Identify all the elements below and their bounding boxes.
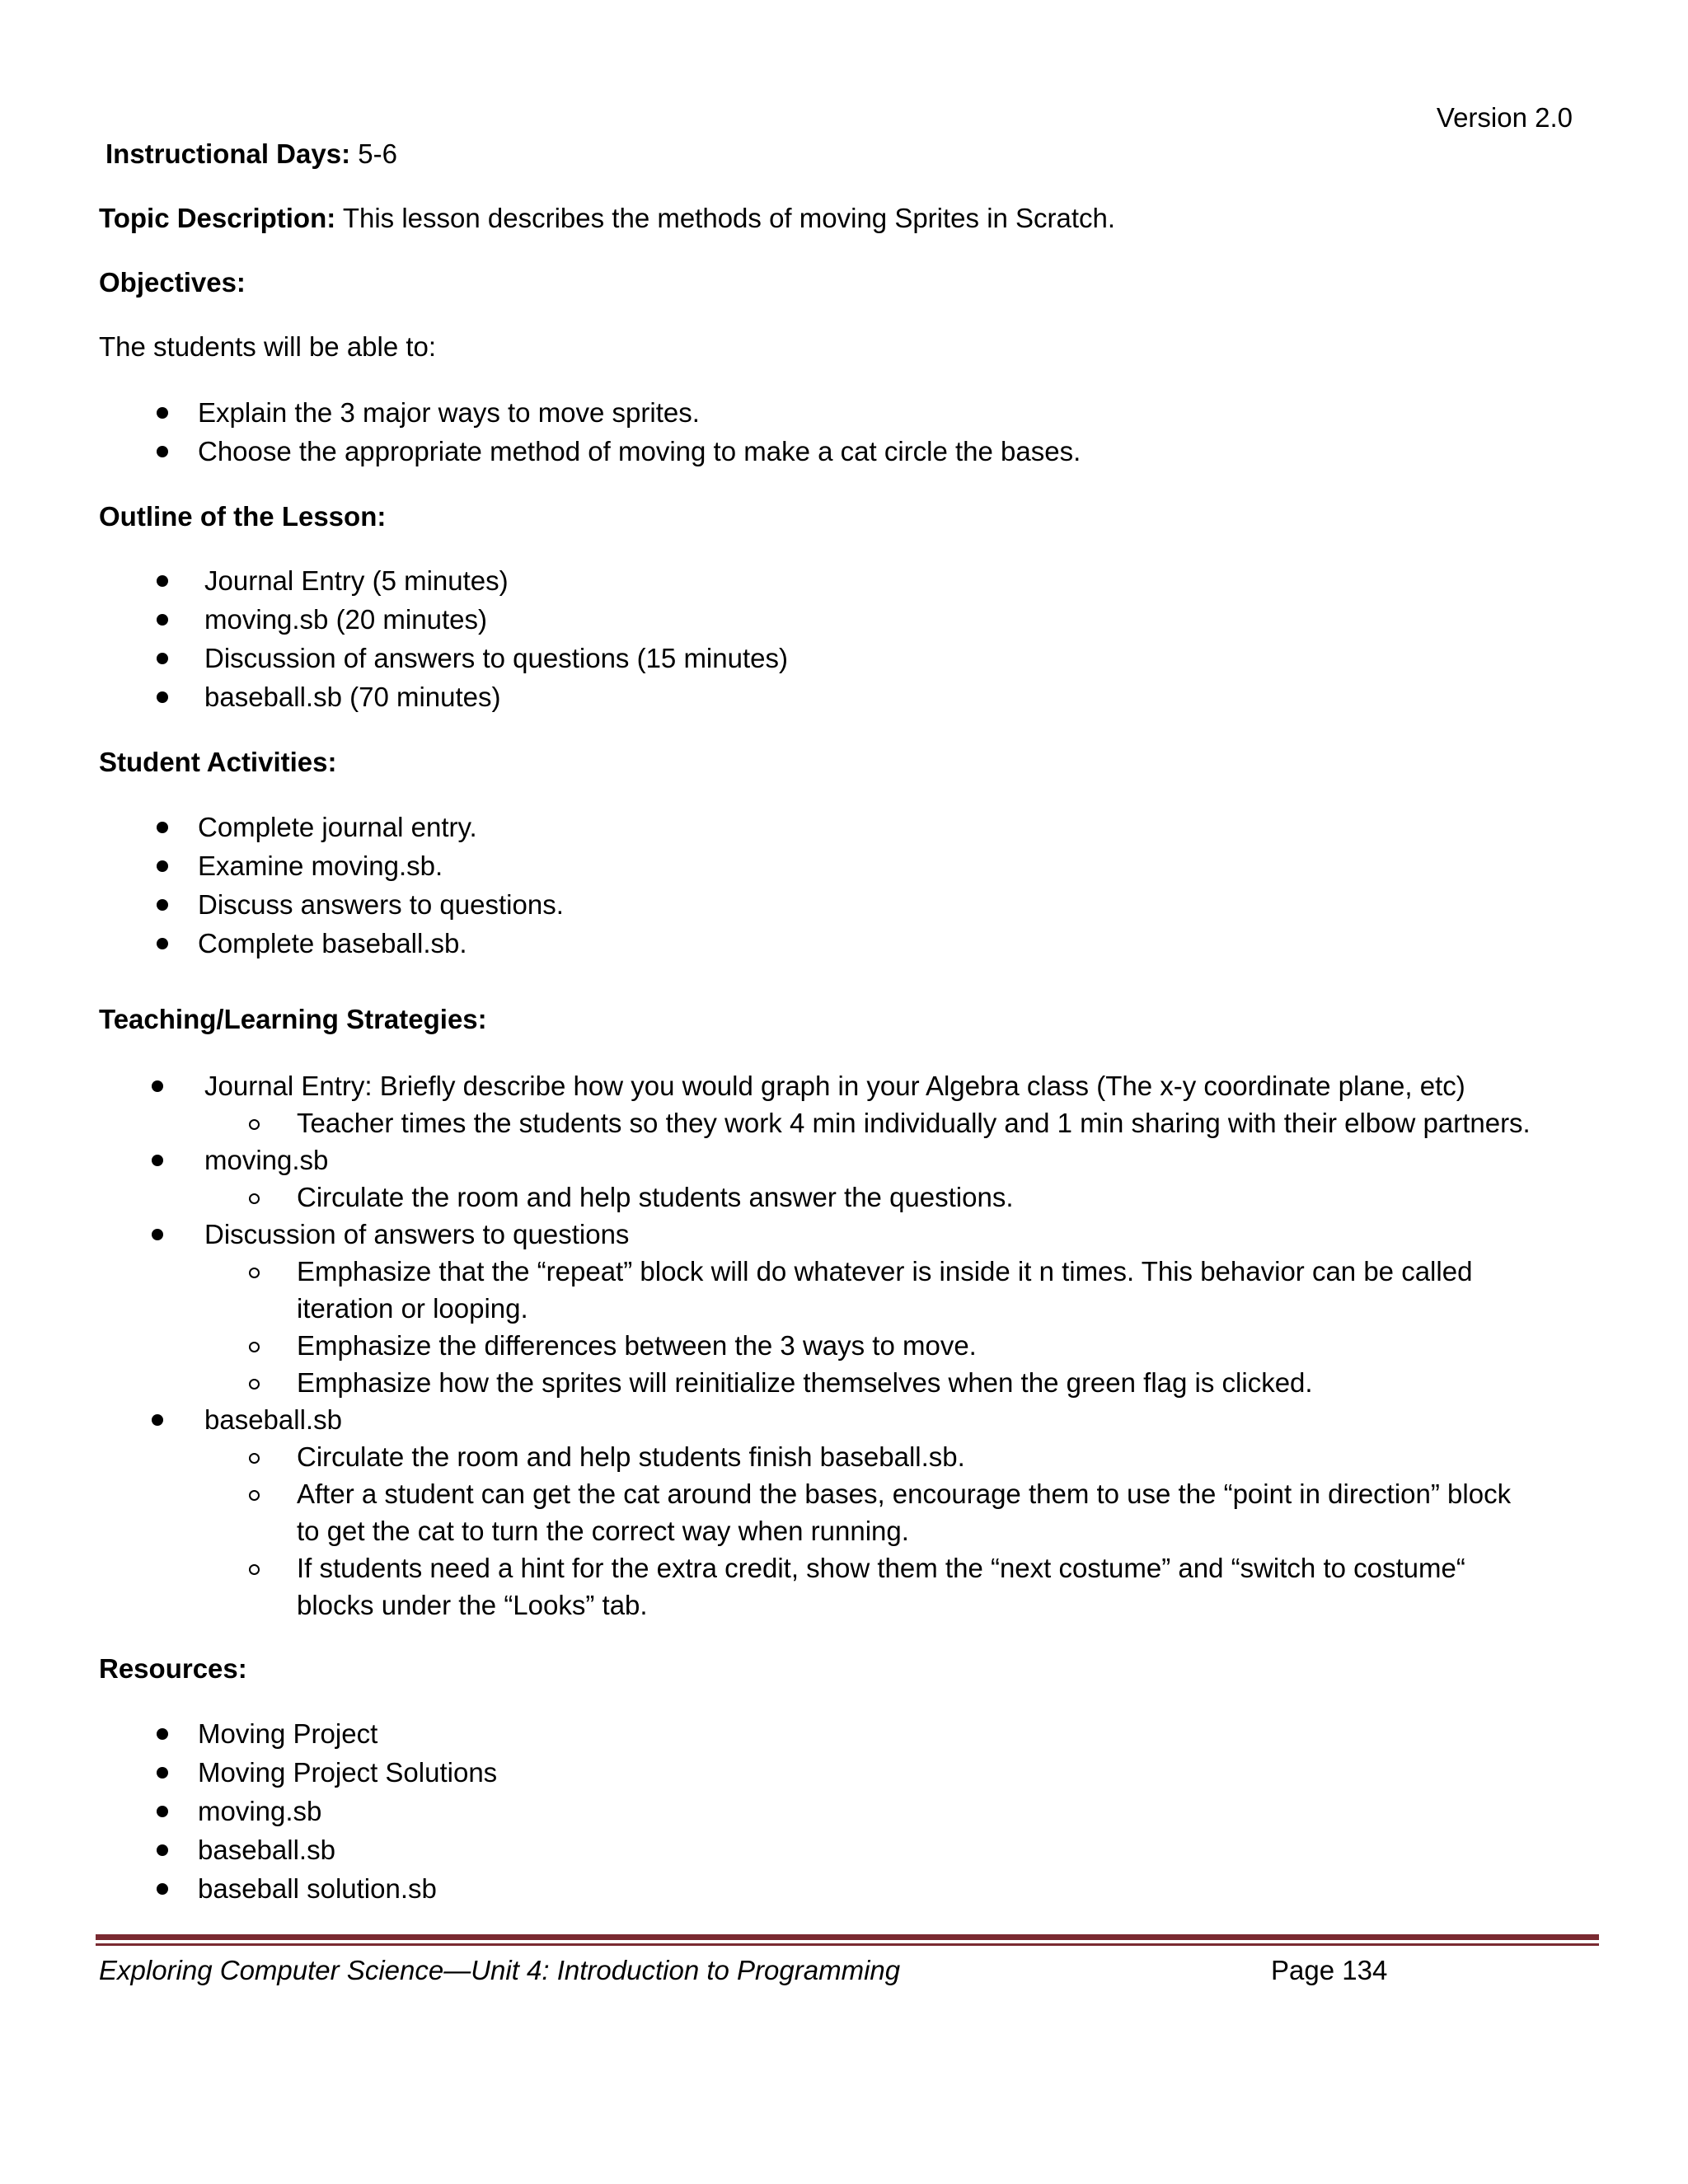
objective-item: Explain the 3 major ways to move sprites.	[198, 397, 700, 428]
activity-item: Complete baseball.sb.	[198, 928, 467, 958]
bullet-dot	[157, 1806, 168, 1817]
bullet-dot	[157, 1844, 168, 1856]
strategy-subitem: Circulate the room and help students finish baseball.sb.	[297, 1441, 965, 1472]
resource-item: Moving Project	[198, 1718, 378, 1749]
strategy-subitem: to get the cat to turn the correct way when running.	[297, 1516, 909, 1546]
sub-bullet-circle	[249, 1193, 260, 1204]
outline-item: Discussion of answers to questions (15 minutes)	[204, 643, 788, 673]
bullet-dot	[157, 653, 168, 664]
strategy-subitem: iteration or looping.	[297, 1293, 528, 1324]
resource-item: Moving Project Solutions	[198, 1757, 498, 1788]
strategy-subitem: Emphasize how the sprites will reinitialize themselves when the green flag is clicked.	[297, 1367, 1313, 1398]
bullet-dot	[157, 822, 168, 833]
outline-item: baseball.sb (70 minutes)	[204, 682, 501, 712]
bullet-dot	[157, 860, 168, 872]
strategy-subitem: Circulate the room and help students answer the questions.	[297, 1182, 1014, 1212]
bullet-dot	[157, 446, 168, 457]
footer-page-number: Page 134	[1271, 1955, 1388, 1985]
bullet-dot	[157, 1767, 168, 1779]
resource-item: baseball.sb	[198, 1835, 335, 1865]
outline-heading: Outline of the Lesson:	[99, 501, 387, 532]
strategy-item: moving.sb	[204, 1145, 329, 1175]
instructional-days-value: 5-6	[350, 138, 397, 169]
footer-rule-thin	[96, 1943, 1599, 1946]
resources-heading: Resources:	[99, 1653, 247, 1684]
strategy-subitem: After a student can get the cat around the bases, encourage them to use the “point in direction” block	[297, 1479, 1512, 1509]
bullet-dot	[157, 691, 168, 703]
objectives-intro: The students will be able to:	[99, 331, 437, 362]
bullet-dot	[157, 1883, 168, 1895]
bullet-dot	[157, 614, 168, 626]
activity-item: Discuss answers to questions.	[198, 889, 564, 920]
sub-bullet-circle	[249, 1564, 260, 1575]
sub-bullet-circle	[249, 1268, 260, 1278]
bullet-dot	[152, 1080, 163, 1092]
bullet-dot	[157, 899, 168, 911]
activity-item: Complete journal entry.	[198, 812, 477, 842]
instructional-days	[106, 137, 397, 171]
strategy-subitem: Emphasize that the “repeat” block will do whatever is inside it n times. This behavior can be called	[297, 1256, 1473, 1286]
bullet-dot	[157, 407, 168, 419]
version-label: Version 2.0	[1436, 102, 1573, 133]
instructional-days-label: Instructional Days:	[106, 138, 351, 169]
strategy-item: Discussion of answers to questions	[204, 1219, 630, 1249]
strategy-subitem: blocks under the “Looks” tab.	[297, 1590, 648, 1620]
bullet-dot	[152, 1155, 163, 1166]
topic-description-label: Topic Description:	[99, 203, 336, 233]
bullet-dot	[152, 1229, 163, 1240]
sub-bullet-circle	[249, 1379, 260, 1390]
strategy-subitem: If students need a hint for the extra credit, show them the “next costume” and “switch to costume“	[297, 1553, 1465, 1583]
topic-description-value: This lesson describes the methods of moving Sprites in Scratch.	[335, 203, 1116, 233]
sub-bullet-circle	[249, 1119, 260, 1130]
objectives-heading: Objectives:	[99, 267, 246, 298]
sub-bullet-circle	[249, 1453, 260, 1464]
footer-title: Exploring Computer Science—Unit 4: Introduction to Programming	[99, 1955, 901, 1985]
activities-heading: Student Activities:	[99, 747, 337, 777]
strategy-subitem: Emphasize the differences between the 3 ways to move.	[297, 1330, 977, 1361]
sub-bullet-circle	[249, 1490, 260, 1501]
bullet-dot	[157, 938, 168, 949]
bullet-dot	[152, 1414, 163, 1426]
outline-item: moving.sb (20 minutes)	[204, 604, 487, 635]
outline-item: Journal Entry (5 minutes)	[204, 565, 509, 596]
topic-description	[99, 201, 1115, 235]
bullet-dot	[157, 575, 168, 587]
strategies-heading: Teaching/Learning Strategies:	[99, 1004, 487, 1034]
strategy-subitem: Teacher times the students so they work 4 min individually and 1 min sharing with their elbow partners.	[297, 1108, 1531, 1138]
resource-item: baseball solution.sb	[198, 1873, 437, 1904]
strategy-item: baseball.sb	[204, 1404, 342, 1435]
footer-rule	[96, 1934, 1599, 1940]
activity-item: Examine moving.sb.	[198, 851, 443, 881]
bullet-dot	[157, 1728, 168, 1740]
objective-item: Choose the appropriate method of moving to make a cat circle the bases.	[198, 436, 1081, 466]
resource-item: moving.sb	[198, 1796, 322, 1826]
strategy-item: Journal Entry: Briefly describe how you would graph in your Algebra class (The x-y coordinate plane, etc)	[204, 1071, 1465, 1101]
sub-bullet-circle	[249, 1342, 260, 1352]
